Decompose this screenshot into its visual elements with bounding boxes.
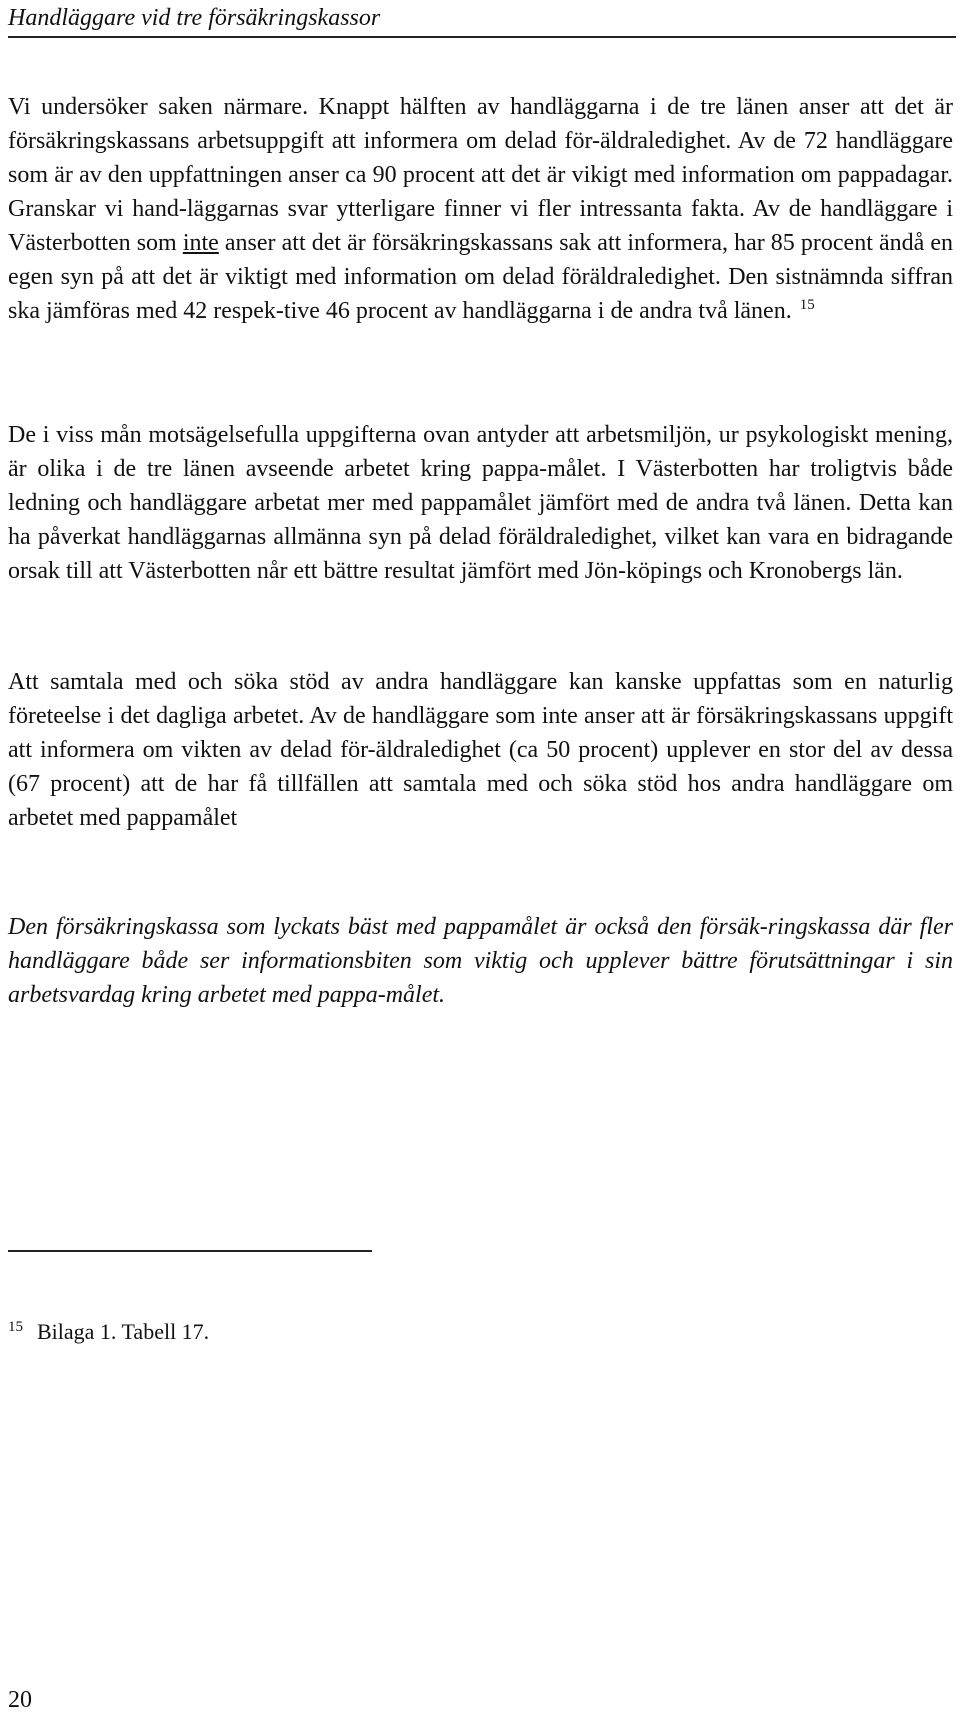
footnote-separator <box>8 1250 372 1252</box>
paragraph-1-underlined-word: inte <box>182 230 219 256</box>
paragraph-1-text-end: anser att det är försäkringskassans sak att informera, har 85 procent ändå en egen syn på att det är viktigt med information om delad föräldraledighet. Den sistnämnda siffran ska jämföras med 42 respek-tive 46 procent av handläggarna i de andra två länen. <box>8 230 953 324</box>
footnote-text: Bilaga 1. Tabell 17. <box>37 1319 210 1344</box>
footnote-number: 15 <box>8 1318 23 1335</box>
paragraph-1-text-start: Vi undersöker saken närmare. Knappt hälften av handläggarna i de tre länen anser att det är försäkringskassans arbetsuppgift att informera om delad för-äldraledighet. Av de 72 handläggare som är av den uppfattningen anser ca 90 procent att det är vikigt med information om pappadagar. Granskar vi hand-läggarnas svar ytterligare finner vi fler intressanta fakta. Av de handläggare i Västerbotten som <box>8 94 953 256</box>
paragraph-3: Att samtala med och söka stöd av andra handläggare kan kanske uppfattas som en naturlig företeelse i det dagliga arbetet. Av de handläggare som inte anser att är försäkringskassans uppgift att informera om vikten av delad för-äldraledighet (ca 50 procent) upplever en stor del av dessa (67 procent) att de har få tillfällen att samtala med och söka stöd hos andra handläggare om arbetet med pappamålet <box>8 669 953 831</box>
running-header-title: Handläggare vid tre försäkringskassor <box>8 5 381 31</box>
paragraph-4-italic-summary: Den försäkringskassa som lyckats bäst med pappamålet är också den försäk-ringskassa där fler handläggare både ser informationsbiten som viktig och upplever bättre förutsättningar i sin arbetsvardag kring arbetet med pappa-målet. <box>8 914 953 1008</box>
running-header <box>8 2 956 38</box>
paragraph-2: De i viss mån motsägelsefulla uppgifterna ovan antyder att arbetsmiljön, ur psykologiskt mening, är olika i de tre länen avseende arbetet kring pappa-målet. I Västerbotten har troligtvis både ledning och handläggare arbetat mer med pappamålet jämfört med de andra två länen. Detta kan ha påverkat handläggarnas allmänna syn på delad föräldraledighet, vilket kan vara en bidragande orsak till att Västerbotten når ett bättre resultat jämfört med Jön-köpings och Kronobergs län. <box>8 422 953 584</box>
paragraph-1 <box>8 90 953 328</box>
footnote <box>8 1318 209 1346</box>
footnote-reference[interactable]: 15 <box>799 297 815 313</box>
page-number: 20 <box>8 1687 32 1713</box>
